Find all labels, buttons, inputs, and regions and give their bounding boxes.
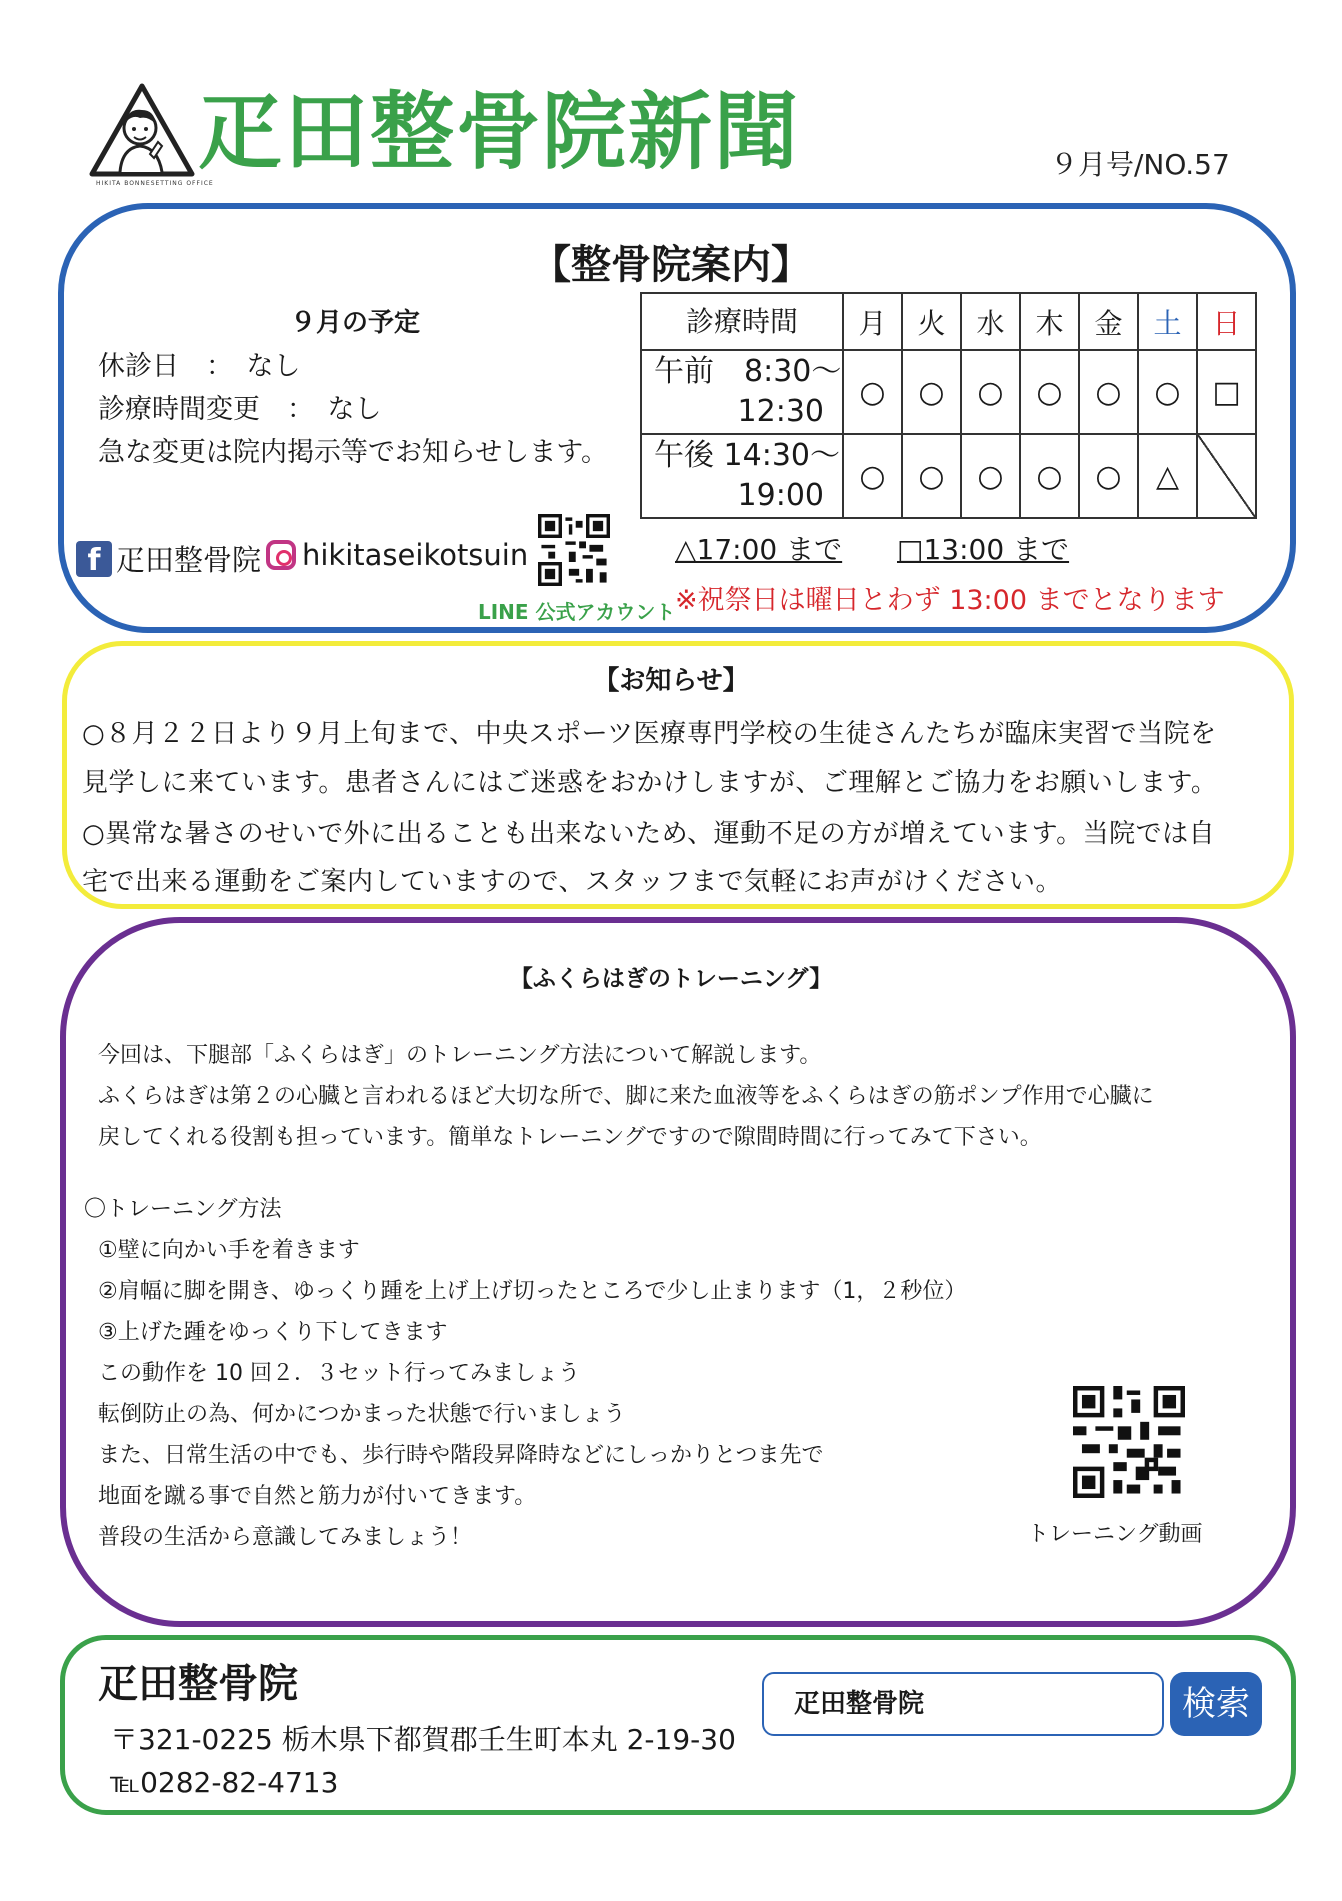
training-daily-1: また、日常生活の中でも、歩行時や階段昇降時などにしっかりとつま先で <box>98 1443 824 1468</box>
day-mon: 月 <box>843 293 902 350</box>
afternoon-sat: △ <box>1138 434 1197 518</box>
afternoon-thu: ○ <box>1020 434 1079 518</box>
training-video-qr-code-icon[interactable] <box>1073 1386 1185 1498</box>
logo-subtext: HIKITA BONNESETTING OFFICE <box>96 180 214 187</box>
morning-fri: ○ <box>1079 350 1138 434</box>
clinic-address: 〒321-0225 栃木県下都賀郡壬生町本丸 2-19-30 <box>110 1723 736 1756</box>
legend-square: □13:00 まで <box>897 533 1070 566</box>
morning-row <box>641 350 1256 434</box>
training-step-1: ①壁に向かい手を着きます <box>98 1238 360 1263</box>
morning-label <box>641 350 843 434</box>
afternoon-tue: ○ <box>902 434 961 518</box>
instagram-handle: hikitaseikotsuin <box>302 538 529 572</box>
training-safety: 転倒防止の為、何かにつかまった状態で行いましょう <box>98 1402 626 1427</box>
closed-days-line: 休診日 ： なし <box>98 351 301 382</box>
afternoon-fri: ○ <box>1079 434 1138 518</box>
day-fri: 金 <box>1079 293 1138 350</box>
morning-sun: □ <box>1197 350 1256 434</box>
facebook-name: 疋田整骨院 <box>116 543 262 577</box>
notice-title: 【お知らせ】 <box>593 666 749 696</box>
notice-line-4: 宅で出来る運動をご案内していますので、スタッフまで気軽にお声がけください。 <box>82 867 1062 897</box>
afternoon-start: 午後 14:30〜 <box>654 438 840 473</box>
hours-header-label: 診療時間 <box>641 293 843 350</box>
morning-end: 12:30 <box>737 394 824 429</box>
month-schedule-title: ９月の予定 <box>290 308 421 338</box>
newsletter-title: 疋田整骨院新聞 <box>198 83 801 181</box>
morning-tue: ○ <box>902 350 961 434</box>
guide-title: 【整骨院案内】 <box>531 242 811 288</box>
training-reps: この動作を 10 回２．３セット行ってみましょう <box>98 1361 580 1386</box>
clinic-phone: ℡0282-82-4713 <box>110 1766 339 1799</box>
training-intro-2: ふくらはぎは第２の心臓と言われるほど大切な所で、脚に来た血液等をふくらはぎの筋ポンプ作用で心臓に <box>98 1084 1154 1109</box>
line-qr-code-icon[interactable] <box>538 514 610 586</box>
hours-change-line: 診療時間変更 ： なし <box>98 394 382 425</box>
morning-start: 午前 8:30〜 <box>654 354 842 389</box>
training-title: 【ふくらはぎのトレーニング】 <box>509 966 833 992</box>
instagram-link[interactable] <box>266 538 528 572</box>
day-sat: 土 <box>1138 293 1197 350</box>
clinic-name: 疋田整骨院 <box>98 1661 298 1707</box>
afternoon-mon: ○ <box>843 434 902 518</box>
day-wed: 水 <box>961 293 1020 350</box>
training-daily-2: 地面を蹴る事で自然と筋力が付いてきます。 <box>98 1484 537 1509</box>
training-intro-1: 今回は、下腿部「ふくらはぎ」のトレーニング方法について解説します。 <box>98 1043 822 1068</box>
training-step-2: ②肩幅に脚を開き、ゆっくり踵を上げ上げ切ったところで少し止まります（1，２秒位） <box>98 1279 967 1304</box>
afternoon-end: 19:00 <box>737 478 824 513</box>
notice-change-line: 急な変更は院内掲示等でお知らせします。 <box>98 437 609 468</box>
search-input[interactable]: 疋田整骨院 <box>762 1672 1164 1736</box>
training-intro-3: 戻してくれる役割も担っています。簡単なトレーニングですので隙間時間に行ってみて下さい。 <box>98 1125 1042 1150</box>
holiday-note: ※祝祭日は曜日とわず 13:00 までとなります <box>675 585 1225 616</box>
hours-table <box>640 292 1257 519</box>
training-step-3: ③上げた踵をゆっくり下してきます <box>98 1320 448 1345</box>
notice-line-1: ○８月２２日より９月上旬まで、中央スポーツ医療専門学校の生徒さんたちが臨床実習で当院を <box>82 719 1217 749</box>
morning-wed: ○ <box>961 350 1020 434</box>
morning-thu: ○ <box>1020 350 1079 434</box>
training-method-title: 〇トレーニング方法 <box>84 1197 282 1222</box>
afternoon-sun-closed <box>1197 434 1256 518</box>
morning-mon: ○ <box>843 350 902 434</box>
notice-line-2: 見学しに来ています。患者さんにはご迷惑をおかけしますが、ご理解とご協力をお願いします。 <box>82 768 1218 798</box>
facebook-icon: f <box>76 541 112 577</box>
legend-triangle: △17:00 まで <box>675 533 843 566</box>
afternoon-label <box>641 434 843 518</box>
search-button[interactable]: 検索 <box>1170 1672 1262 1736</box>
issue-number: ９月号/NO.57 <box>1050 148 1230 181</box>
day-sun: 日 <box>1197 293 1256 350</box>
afternoon-wed: ○ <box>961 434 1020 518</box>
clinic-logo <box>88 82 196 182</box>
training-video-label: トレーニング動画 <box>1027 1522 1203 1547</box>
instagram-icon <box>266 540 296 570</box>
afternoon-row <box>641 434 1256 518</box>
notice-line-3: ○異常な暑さのせいで外に出ることも出来ないため、運動不足の方が増えています。当院では自 <box>82 819 1216 849</box>
facebook-link[interactable] <box>76 538 261 579</box>
hours-header-row <box>641 293 1256 350</box>
line-account-label: LINE 公式アカウント <box>478 600 676 624</box>
morning-sat: ○ <box>1138 350 1197 434</box>
day-tue: 火 <box>902 293 961 350</box>
day-thu: 木 <box>1020 293 1079 350</box>
training-closing: 普段の生活から意識してみましょう！ <box>98 1525 473 1550</box>
